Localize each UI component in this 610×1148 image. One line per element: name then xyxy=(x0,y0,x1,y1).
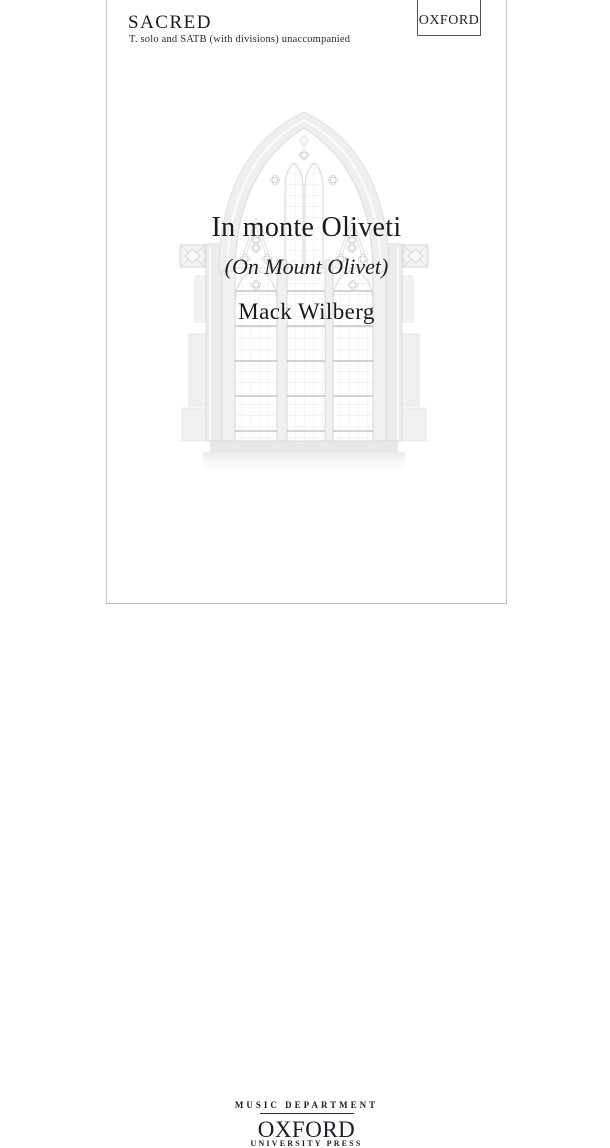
oxford-logo-badge xyxy=(417,0,481,36)
sheet-music-cover-page xyxy=(106,0,507,1148)
composer-name: Mack Wilberg xyxy=(238,299,375,324)
scoring-label: T. solo and SATB (with divisions) unaccompanied xyxy=(129,34,351,45)
imprint-department: MUSIC DEPARTMENT xyxy=(234,1100,379,1110)
work-title: In monte Oliveti xyxy=(211,212,402,243)
imprint-publisher: OXFORD xyxy=(257,1117,356,1142)
glazed-lancets xyxy=(235,268,373,441)
imprint-rule xyxy=(260,1113,354,1114)
oxford-logo-label: OXFORD xyxy=(418,13,480,28)
category-label: SACRED xyxy=(128,12,212,33)
work-subtitle: (On Mount Olivet) xyxy=(224,254,389,279)
imprint-publisher-sub: UNIVERSITY PRESS xyxy=(250,1139,363,1148)
gothic-window-icon xyxy=(179,108,429,480)
sill-and-base xyxy=(179,441,429,480)
